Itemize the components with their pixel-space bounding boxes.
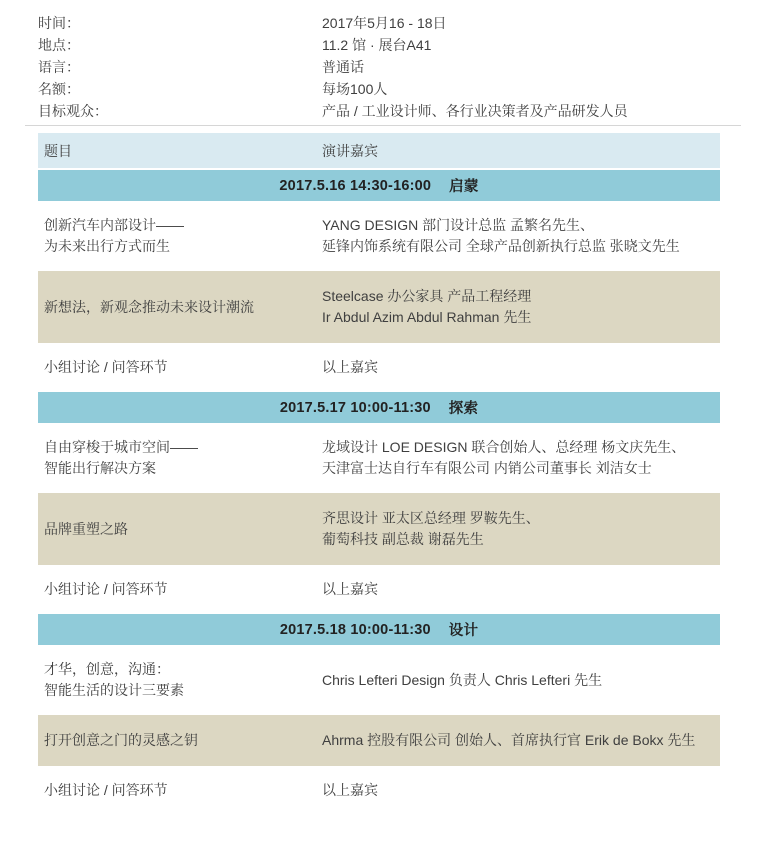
session-band <box>38 392 720 423</box>
topic-cell <box>38 579 322 600</box>
session-band <box>38 614 720 645</box>
schedule-row <box>38 715 720 766</box>
schedule-row <box>38 565 720 614</box>
session-keyword: 探索 <box>448 401 479 417</box>
text-line: 葡萄科技 副总裁 谢磊先生 <box>322 531 484 547</box>
schedule-page <box>0 12 762 848</box>
session-datetime: 2017.5.16 14:30-16:00 <box>279 177 432 194</box>
session-datetime: 2017.5.18 10:00-11:30 <box>279 621 431 638</box>
meta-label: 语言： <box>38 59 80 75</box>
text-line: 以上嘉宾 <box>322 359 378 375</box>
text-line: 智能出行解决方案 <box>44 460 156 476</box>
text-line: 品牌重塑之路 <box>44 520 128 537</box>
schedule-row <box>38 201 720 271</box>
text-line: 小组讨论 / 问答环节 <box>44 782 168 798</box>
text-line: YANG DESIGN 部门设计总监 孟繁名先生、 <box>322 217 594 233</box>
header-topic-label: 题目 <box>44 142 72 159</box>
schedule-row <box>38 271 720 343</box>
meta-value: 每场100人 <box>322 81 388 97</box>
text-line: 自由穿梭于城市空间—— <box>44 439 198 455</box>
text-line: 小组讨论 / 问答环节 <box>44 581 168 597</box>
text-line: 龙域设计 LOE DESIGN 联合创始人、总经理 杨文庆先生、 <box>322 439 686 455</box>
text-line: 延锋内饰系统有限公司 全球产品创新执行总监 张晓文先生 <box>322 238 680 254</box>
text-line: Chris Lefteri Design 负责人 Chris Lefteri 先生 <box>322 671 603 688</box>
schedule-table <box>38 133 720 815</box>
text-line: 为未来出行方式而生 <box>44 238 170 254</box>
meta-row <box>38 100 762 122</box>
text-line: 新想法，新观念推动未来设计潮流 <box>44 298 254 315</box>
text-line: 天津富士达自行车有限公司 内销公司董事长 刘洁女士 <box>322 460 652 476</box>
topic-cell <box>38 357 322 378</box>
topic-cell <box>38 215 322 257</box>
speaker-cell <box>322 780 720 801</box>
session-keyword: 设计 <box>448 623 479 639</box>
text-line: Ahrma 控股有限公司 创始人、首席执行官 Erik de Bokx 先生 <box>322 732 696 748</box>
meta-row <box>38 12 762 34</box>
topic-cell <box>38 437 322 479</box>
topic-cell <box>38 297 322 318</box>
header-speaker-label: 演讲嘉宾 <box>322 142 378 159</box>
topic-cell <box>38 519 322 540</box>
text-line: 打开创意之门的灵感之钥 <box>44 732 198 748</box>
event-meta <box>38 12 762 122</box>
table-header-row <box>38 133 720 168</box>
topic-cell <box>38 730 322 751</box>
meta-value: 11.2 馆 · 展台A41 <box>322 37 432 53</box>
schedule-row <box>38 645 720 715</box>
schedule-row <box>38 766 720 815</box>
meta-label: 目标观众： <box>38 103 108 119</box>
topic-cell <box>38 659 322 701</box>
speaker-cell <box>322 437 720 479</box>
top-divider <box>25 125 741 126</box>
session-keyword: 启蒙 <box>449 179 479 195</box>
text-line: 智能生活的设计三要素 <box>44 682 184 698</box>
speaker-cell <box>322 730 720 751</box>
text-line: 才华，创意，沟通： <box>44 661 170 677</box>
meta-row <box>38 56 762 78</box>
speaker-cell <box>322 215 720 257</box>
schedule-row <box>38 423 720 493</box>
meta-value: 普通话 <box>322 59 364 75</box>
meta-row <box>38 78 762 100</box>
meta-row <box>38 34 762 56</box>
text-line: 以上嘉宾 <box>322 782 378 798</box>
meta-value: 2017年5月16 - 18日 <box>322 15 447 31</box>
text-line: 小组讨论 / 问答环节 <box>44 359 168 375</box>
text-line: 创新汽车内部设计—— <box>44 217 184 233</box>
schedule-row <box>38 343 720 392</box>
meta-label: 名额： <box>38 81 80 97</box>
speaker-cell <box>322 357 720 378</box>
text-line: Ir Abdul Azim Abdul Rahman 先生 <box>322 309 532 325</box>
session-band <box>38 170 720 201</box>
schedule-row <box>38 493 720 565</box>
table-body <box>38 170 720 815</box>
speaker-cell <box>322 508 720 550</box>
speaker-cell <box>322 670 720 691</box>
text-line: 以上嘉宾 <box>322 581 378 597</box>
speaker-cell <box>322 286 720 328</box>
meta-label: 地点： <box>38 37 80 53</box>
text-line: 齐思设计 亚太区总经理 罗鞍先生、 <box>322 510 540 526</box>
meta-label: 时间： <box>38 15 80 31</box>
meta-value: 产品 / 工业设计师、各行业决策者及产品研发人员 <box>322 103 628 119</box>
speaker-cell <box>322 579 720 600</box>
topic-cell <box>38 780 322 801</box>
session-datetime: 2017.5.17 10:00-11:30 <box>279 399 431 416</box>
text-line: Steelcase 办公家具 产品工程经理 <box>322 288 532 304</box>
